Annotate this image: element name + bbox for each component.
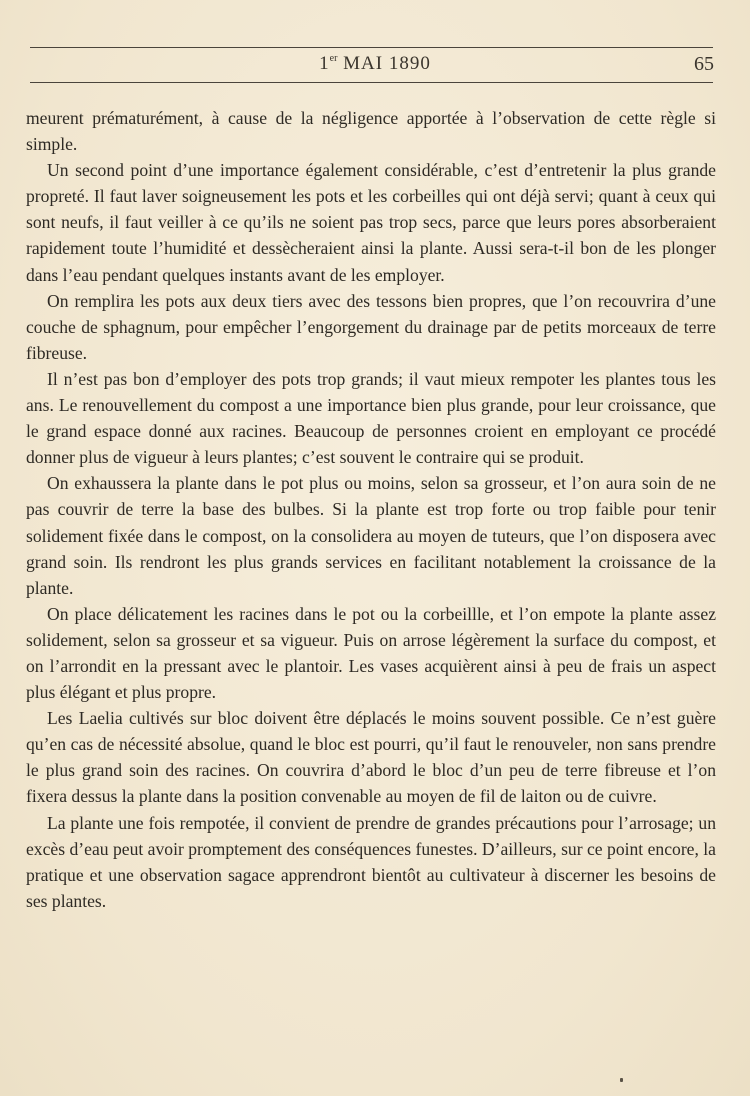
header-top-rule xyxy=(30,47,713,48)
paragraph: La plante une fois rempotée, il convient de prendre de grandes précautions pour l’arrosage; un excès d’eau peut avoir promptement des conséquences funestes. D’ailleurs, sur ce point encore, la pratique et une observation sagace apprendront bientôt au cultivateur à discerner les besoins de ses plantes. xyxy=(26,812,716,911)
date-day: 1 xyxy=(319,53,330,74)
running-head-date xyxy=(0,53,750,75)
paragraph: On exhaussera la plante dans le pot plus ou moins, selon sa grosseur, et l’on aura soin de ne pas couvrir de terre la base des bulbes. Si la plante est trop forte ou trop faible pour tenir solidement fixée dans le compost, on la consolidera au moyen de tuteurs, que l’on disposera avec grand soin. Ils rendront les plus grands services en facilitant notablement la croissance de la plante. xyxy=(26,473,716,598)
paragraph: Un second point d’une importance également considérable, c’est d’entretenir la plus grande propreté. Il faut laver soigneusement les pots et les corbeilles qui ont déjà servi; quant à ceux qui sont neufs, il faut veiller à ce qu’ils ne soient pas trop secs, parce que leurs pores absorberaient rapidement toute l’humidité et dessècheraient ainsi la plante. Aussi sera-t-il bon de les plonger dans l’eau pendant quelques instants avant de les employer. xyxy=(26,160,716,285)
ink-speck xyxy=(620,1078,623,1082)
paragraph: On remplira les pots aux deux tiers avec des tessons bien propres, que l’on recouvrira d’une couche de sphagnum, pour empêcher l’engorgement du drainage par de petits morceaux de terre fibreuse. xyxy=(26,290,716,363)
paragraph: Il n’est pas bon d’employer des pots trop grands; il vaut mieux rempoter les plantes tous les ans. Le renouvellement du compost a une importance bien plus grande, pour leur croissance, que le grand espace donné aux racines. Beaucoup de personnes croient en employant ce procédé donner plus de vigueur à leurs plantes; c’est souvent le contraire qui se produit. xyxy=(26,368,716,468)
date-ordinal: er xyxy=(329,53,338,64)
header-bottom-rule xyxy=(30,82,713,83)
paragraph: On place délicatement les racines dans le pot ou la corbeillle, et l’on empote la plante assez solidement, selon sa grosseur et sa vigueur. Puis on arrose légèrement la surface du compost, et on l’arrondit en la pressant avec le plantoir. Les vases acquièrent ainsi à peu de frais un aspect plus élégant et plus propre. xyxy=(26,603,716,703)
date-month-year: MAI 1890 xyxy=(337,53,431,74)
page-number: 65 xyxy=(694,53,714,75)
paragraph-continuation: meurent prématurément, à cause de la négligence apportée à l’observation de cette règle si simple. xyxy=(26,108,716,155)
paragraph: Les Laelia cultivés sur bloc doivent être déplacés le moins souvent possible. Ce n’est guère qu’en cas de nécessité absolue, quand le bloc est pourri, qu’il faut le renouveler, non sans prendre le plus grand soin des racines. On couvrira d’abord le bloc d’un peu de terre fibreuse et l’on fixera dessus la plante dans la position convenable au moyen de fil de laiton ou de cuivre. xyxy=(26,708,716,807)
body-text xyxy=(26,105,716,914)
